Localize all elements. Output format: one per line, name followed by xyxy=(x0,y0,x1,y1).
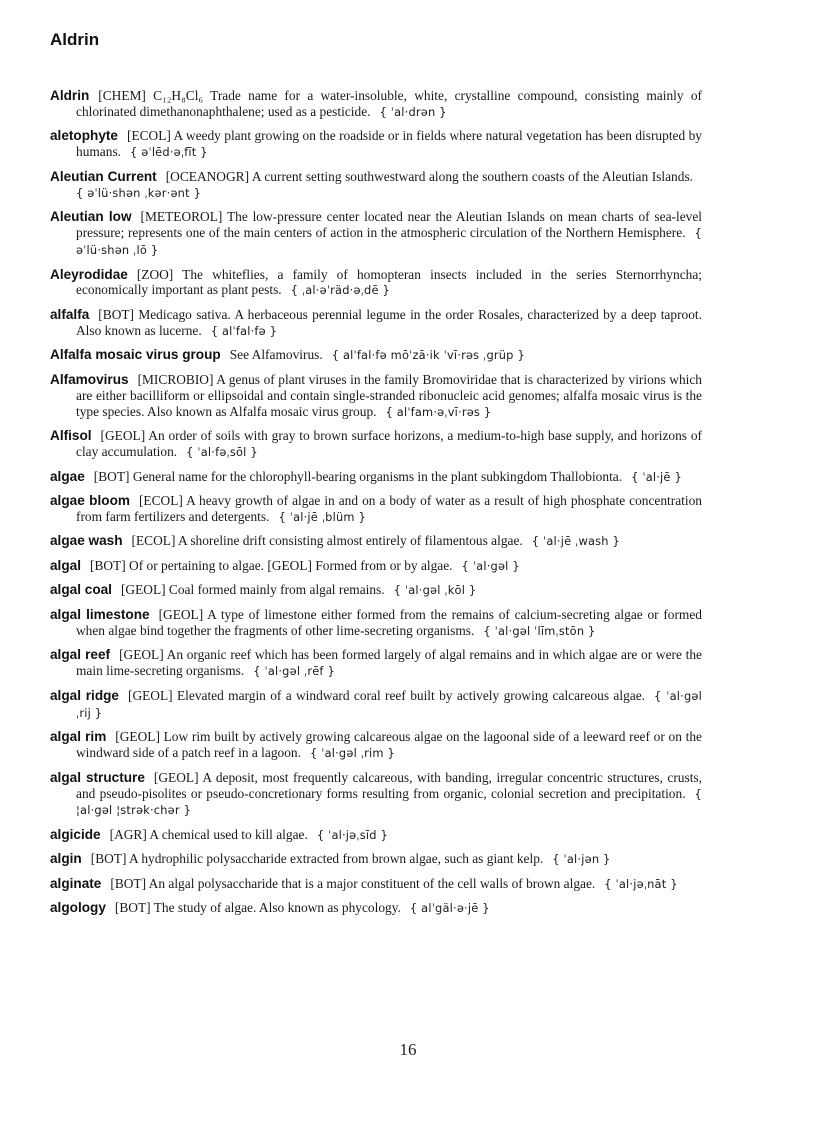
definition: [GEOL] Low rim built by actively growing calcareous algae on the lagoonal side of a leeward reef or on the windward side of a patch reef in a lagoon. xyxy=(76,729,702,761)
headword: algal ridge xyxy=(50,687,119,703)
definition: [GEOL] A type of limestone either formed from the remains of calcium-secreting algae or formed when algae bind together the fragments of other lime-secreting organisms. xyxy=(76,606,702,638)
pronunciation: { ˌal·əˈräd·əˌdē } xyxy=(290,283,390,298)
entry xyxy=(50,428,702,461)
pronunciation: { ˈal·fəˌsōl } xyxy=(186,445,258,460)
headword: algae wash xyxy=(50,533,123,549)
headword: alginate xyxy=(50,875,102,891)
pronunciation: { ˈal·gəl } xyxy=(461,558,520,573)
definition: [BOT] General name for the chlorophyll-bearing organisms in the plant subkingdom Thallobionta. xyxy=(93,468,623,484)
entry xyxy=(50,558,702,575)
entry xyxy=(50,647,702,680)
definition: [BOT] Medicago sativa. A herbaceous perennial legume in the order Rosales, characterized by a deep taproot. Also known as lucerne. xyxy=(76,306,702,338)
pronunciation: { alˈgäl·ə·jē } xyxy=(409,901,490,916)
definition: [BOT] Of or pertaining to algae. [GEOL] Formed from or by algae. xyxy=(89,557,453,573)
page-number: 16 xyxy=(399,1040,417,1059)
entry xyxy=(50,607,702,640)
pronunciation: { ˈal·drən } xyxy=(379,104,447,119)
definition: [ECOL] A shoreline drift consisting almost entirely of filamentous algae. xyxy=(131,533,523,549)
entry xyxy=(50,307,702,340)
entry xyxy=(50,770,702,820)
pronunciation: { ˈal·gəl ˌrēf } xyxy=(253,664,335,679)
headword: algin xyxy=(50,851,82,867)
pronunciation: { ˈal·gəl ˌrim } xyxy=(309,746,395,761)
headword: algal structure xyxy=(50,769,145,785)
definition: [GEOL] An organic reef which has been formed largely of algal remains and in which algae are or were the main lime-secreting organisms. xyxy=(76,647,702,679)
definition: [BOT] The study of algae. Also known as phycology. xyxy=(114,900,401,916)
headword: algicide xyxy=(50,826,101,842)
definition: [AGR] A chemical used to kill algae. xyxy=(109,826,308,842)
definition: [METEOROL] The low-pressure center located near the Aleutian Islands on mean charts of sea-level pressure; represents one of the main centers of action in the atmospheric circulation of the Northern Hemisphere. xyxy=(76,209,702,241)
definition: [GEOL] Elevated margin of a windward coral reef built by actively growing calcareous algae. xyxy=(128,687,646,703)
headword: aletophyte xyxy=(50,128,118,144)
pronunciation: { ˈal·gəl ˈlīmˌstōn } xyxy=(483,623,596,638)
pronunciation: { ˈal·jəˌnāt } xyxy=(604,876,678,891)
pronunciation: { əˈlü·shən ˌlō } xyxy=(76,226,702,258)
headword: alfalfa xyxy=(50,306,90,322)
entry xyxy=(50,209,702,259)
running-head: Aldrin xyxy=(50,30,100,49)
entry xyxy=(50,582,702,599)
definition: [BOT] An algal polysaccharide that is a major constituent of the cell walls of brown algae. xyxy=(110,875,596,891)
entry xyxy=(50,169,702,202)
pronunciation: { ˈal·jē ˌwash } xyxy=(531,534,620,549)
headword: Aleutian low xyxy=(50,209,132,225)
entry xyxy=(50,267,702,300)
entry xyxy=(50,128,702,161)
headword: algal limestone xyxy=(50,606,150,622)
entry xyxy=(50,851,702,868)
pronunciation: { əˈlü·shən ˌkər·ənt } xyxy=(76,185,202,200)
headword: algae xyxy=(50,468,85,484)
pronunciation: { alˈfam·əˌvī·rəs } xyxy=(385,404,492,419)
headword: Alfalfa mosaic virus group xyxy=(50,347,221,363)
headword: algae bloom xyxy=(50,493,130,509)
definition: [OCEANOGR] A current setting southwestward along the southern coasts of the Aleutian Islands. xyxy=(165,168,694,184)
definition: [BOT] A hydrophilic polysaccharide extracted from brown algae, such as giant kelp. xyxy=(90,851,544,867)
definition: [ZOO] The whiteflies, a family of homopteran insects included in the series Sternorrhyncha; economically important as plant pests. xyxy=(76,266,702,298)
pronunciation: { alˈfal·fə } xyxy=(210,323,278,338)
entry xyxy=(50,347,702,364)
pronunciation: { alˈfal·fə mōˈzā·ik ˈvī·rəs ˌgrüp } xyxy=(331,348,525,363)
entry xyxy=(50,88,702,121)
entry xyxy=(50,372,702,421)
definition: See Alfamovirus. xyxy=(229,347,323,363)
headword: Alfamovirus xyxy=(50,371,129,387)
headword: algal coal xyxy=(50,582,112,598)
definition: [CHEM] C₁₂H₈Cl₆ Trade name for a water-insoluble, white, crystalline compound, consisting mainly of chlorinated dimethanonaphthalene; used as a pesticide. xyxy=(76,88,702,119)
headword: algology xyxy=(50,900,106,916)
pronunciation: { ˈal·jē } xyxy=(631,469,682,484)
definition: [MICROBIO] A genus of plant viruses in the family Bromoviridae that is characterized by virions which are either bacilliform or ellipsoidal and contain single-stranded ribonucleic acid genomes; alfalfa mosaic virus is the type species. Also known as Alfalfa mosaic virus group. xyxy=(76,371,702,419)
headword: algal rim xyxy=(50,729,107,745)
pronunciation: { ˈal·jən } xyxy=(552,852,611,867)
definition: [ECOL] A heavy growth of algae in and on a body of water as a result of high phosphate concentration from farm fertilizers and detergents. xyxy=(76,493,703,524)
entry xyxy=(50,533,702,550)
pronunciation: { ˈal·gəl ˌrij } xyxy=(76,688,702,720)
headword: Alfisol xyxy=(50,428,92,444)
pronunciation: { ¦al·gəl ¦strək·chər } xyxy=(76,786,702,818)
entry xyxy=(50,493,702,526)
definition: [GEOL] Coal formed mainly from algal remains. xyxy=(120,582,385,598)
headword: algal xyxy=(50,557,81,573)
entry-list xyxy=(50,88,702,925)
pronunciation: { ˈal·jəˌsīd } xyxy=(316,827,388,842)
pronunciation: { əˈlēd·əˌfīt } xyxy=(130,145,208,160)
entry xyxy=(50,469,702,486)
headword: algal reef xyxy=(50,647,111,663)
entry xyxy=(50,876,702,893)
definition: [ECOL] A weedy plant growing on the roadside or in fields where natural vegetation has been disrupted by humans. xyxy=(76,128,702,160)
headword: Aleyrodidae xyxy=(50,266,128,282)
entry xyxy=(50,827,702,844)
entry xyxy=(50,688,702,722)
headword: Aldrin xyxy=(50,88,90,103)
pronunciation: { ˈal·jē ˌblüm } xyxy=(278,509,366,524)
entry xyxy=(50,900,702,917)
pronunciation: { ˈal·gəl ˌkōl } xyxy=(393,583,477,598)
definition: [GEOL] An order of soils with gray to brown surface horizons, a medium-to-high base supply, and horizons of clay accumulation. xyxy=(76,428,702,460)
entry xyxy=(50,729,702,762)
headword: Aleutian Current xyxy=(50,168,157,184)
definition: [GEOL] A deposit, most frequently calcareous, with banding, irregular concentric structures, crusts, and pseudo-pisolites or pseudo-concretionary forms resulting from organic, colonial secretion and precipitation. xyxy=(76,769,702,801)
